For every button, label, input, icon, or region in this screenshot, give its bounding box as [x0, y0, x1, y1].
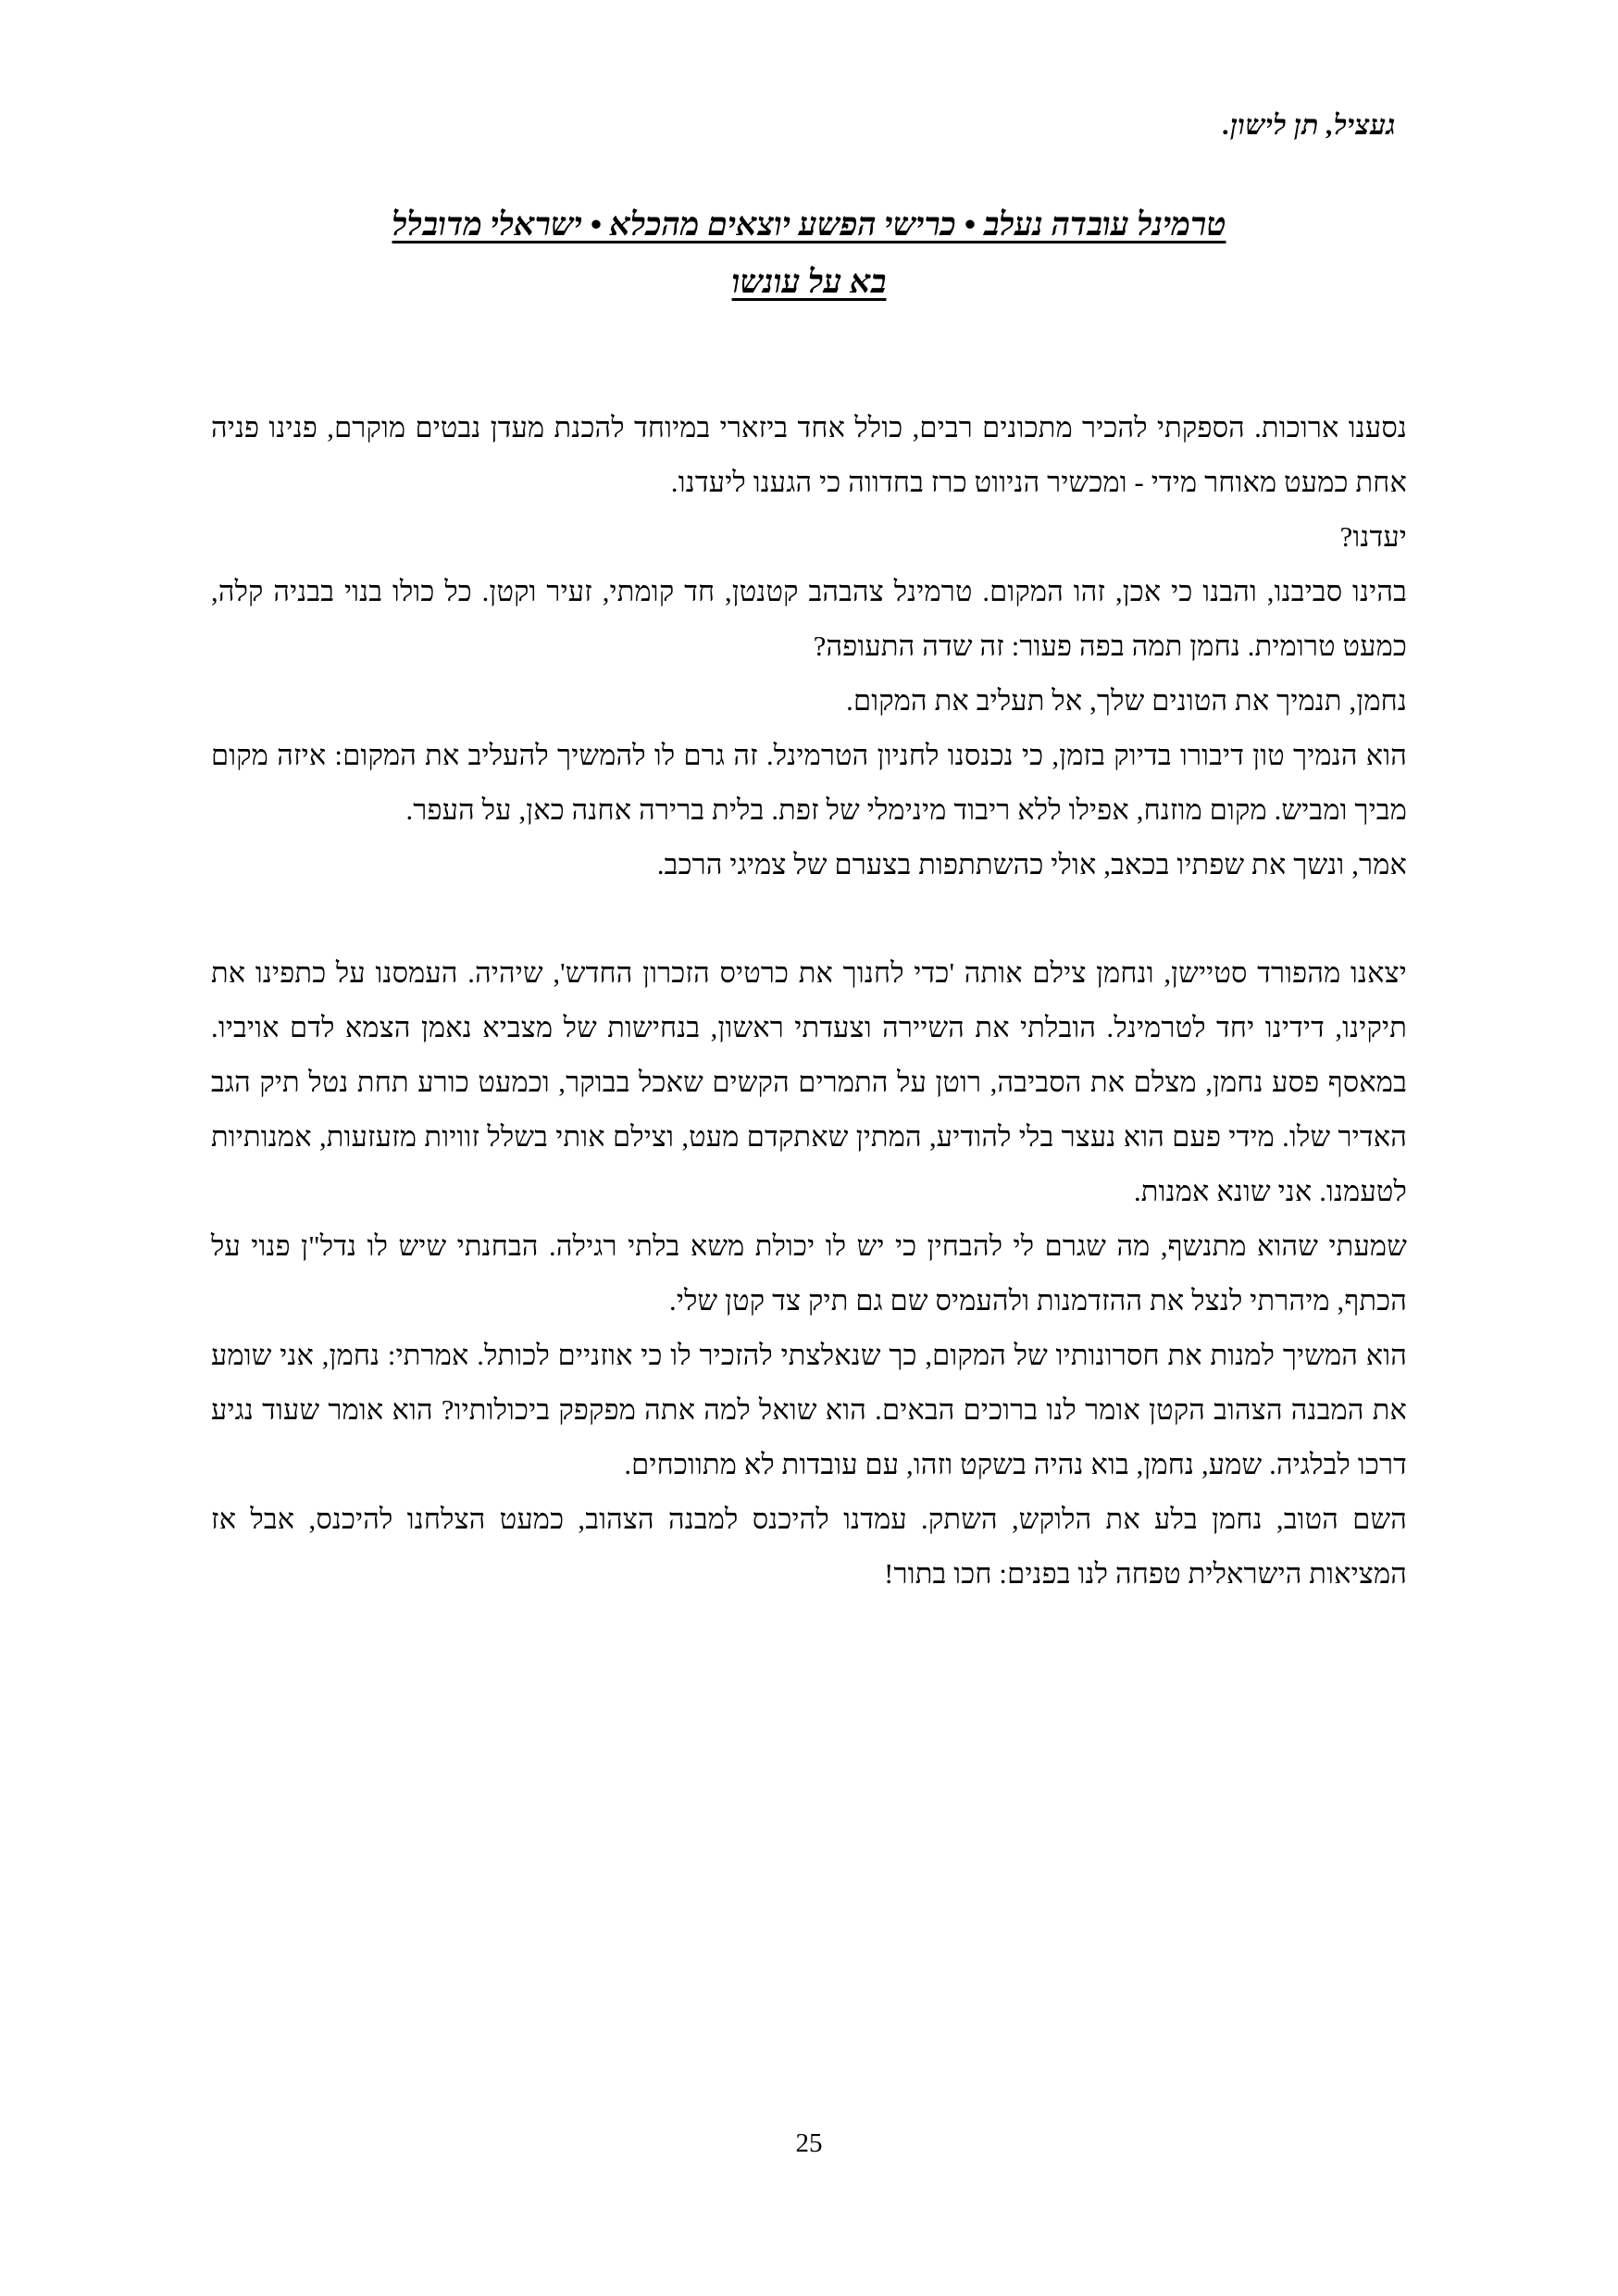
- body-block-one: [211, 401, 1407, 892]
- page-title-line-1: [218, 196, 1400, 254]
- paragraph: הוא המשיך למנות את חסרונותיו של המקום, כך שנאלצתי להזכיר לו כי אוזניים לכותל. אמרתי: נחמן, אני שומע את המבנה הצהוב הקטן אומר לנו ברוכים הבאים. הוא שואל למה אתה מפקפק ביכולותיו? הוא אומר שעוד נגיע דרכו לבלגיה. שמע, נחמן, בוא נהיה בשקט וזהו, עם עובדות לא מתווכחים.: [211, 1339, 1407, 1480]
- paragraph-block-separator: [211, 892, 1407, 946]
- page-number: 25: [795, 2128, 823, 2158]
- paragraph: הוא הנמיך טון דיבורו בדיוק בזמן, כי נכנסנו לחניון הטרמינל. זה גרם לו להמשיך להעליב את המקום: איזה מקום מביך ומביש. מקום מוזנח, אפילו ללא ריבוד מינימלי של זפת. בלית ברירה אחנה כאן, על העפר.: [211, 739, 1407, 826]
- paragraph: בהינו סביבנו, והבנו כי אכן, זהו המקום. טרמינל צהבהב קטנטן, חד קומתי, זעיר וקטן. כל כולו בנוי בבניה קלה, כמעט טרומית. נחמן תמה בפה פעור: זה שדה התעופה?: [211, 575, 1407, 662]
- paragraph: נחמן, תנמיך את הטונים שלך, אל תעליב את המקום.: [846, 684, 1407, 717]
- paragraph: יעדנו?: [1339, 520, 1407, 553]
- body-block-two: [211, 946, 1407, 1602]
- page-title-line-1-text: טרמינל עובדה נעלב • כרישי הפשע יוצאים מהכלא • ישראלי מדובלל: [392, 206, 1226, 243]
- page-title: [211, 196, 1407, 312]
- page-title-line-2-text: בא על עונשו: [731, 264, 887, 301]
- running-head: געציל, תן לישון.: [1223, 110, 1396, 141]
- page-title-line-2: [218, 254, 1400, 311]
- paragraph: שמעתי שהוא מתנשף, מה שגרם לי להבחין כי יש לו יכולת משא בלתי רגילה. הבחנתי שיש לו נדל"ן פנוי על הכתף, מיהרתי לנצל את ההזדמנות ולהעמיס שם גם תיק צד קטן שלי.: [211, 1229, 1407, 1316]
- paragraph: נסענו ארוכות. הספקתי להכיר מתכונים רבים, כולל אחד ביזארי במיוחד להכנת מעדן נבטים מוקרם, פנינו פניה אחת כמעט מאוחר מידי - ומכשיר הניווט כרז בחדווה כי הגענו ליעדנו.: [211, 411, 1407, 498]
- paragraph: יצאנו מהפורד סטיישן, ונחמן צילם אותה 'כדי לחנוך את כרטיס הזכרון החדש', שיהיה. העמסנו על כתפינו את תיקינו, דידינו יחד לטרמינל. הובלתי את השיירה וצעדתי ראשון, בנחישות של מצביא נאמן הצמא לדם אויביו. במאסף פסע נחמן, מצלם את הסביבה, רוטן על התמרים הקשים שאכל בבוקר, וכמעט כורע תחת נטל תיק הגב האדיר שלו. מידי פעם הוא נעצר בלי להודיע, המתין שאתקדם מעט, וצילם אותי בשלל זוויות מזעזעות, אמנותיות לטעמנו. אני שונא אמנות.: [211, 956, 1407, 1207]
- paragraph: אמר, ונשך את שפתיו בכאב, אולי כהשתתפות בצערם של צמיגי הרכב.: [656, 848, 1407, 880]
- paragraph: השם הטוב, נחמן בלע את הלוקש, השתק. עמדנו להיכנס למבנה הצהוב, כמעט הצלחנו להיכנס, אבל אז המציאות הישראלית טפחה לנו בפנים: חכו בתור!: [211, 1503, 1407, 1590]
